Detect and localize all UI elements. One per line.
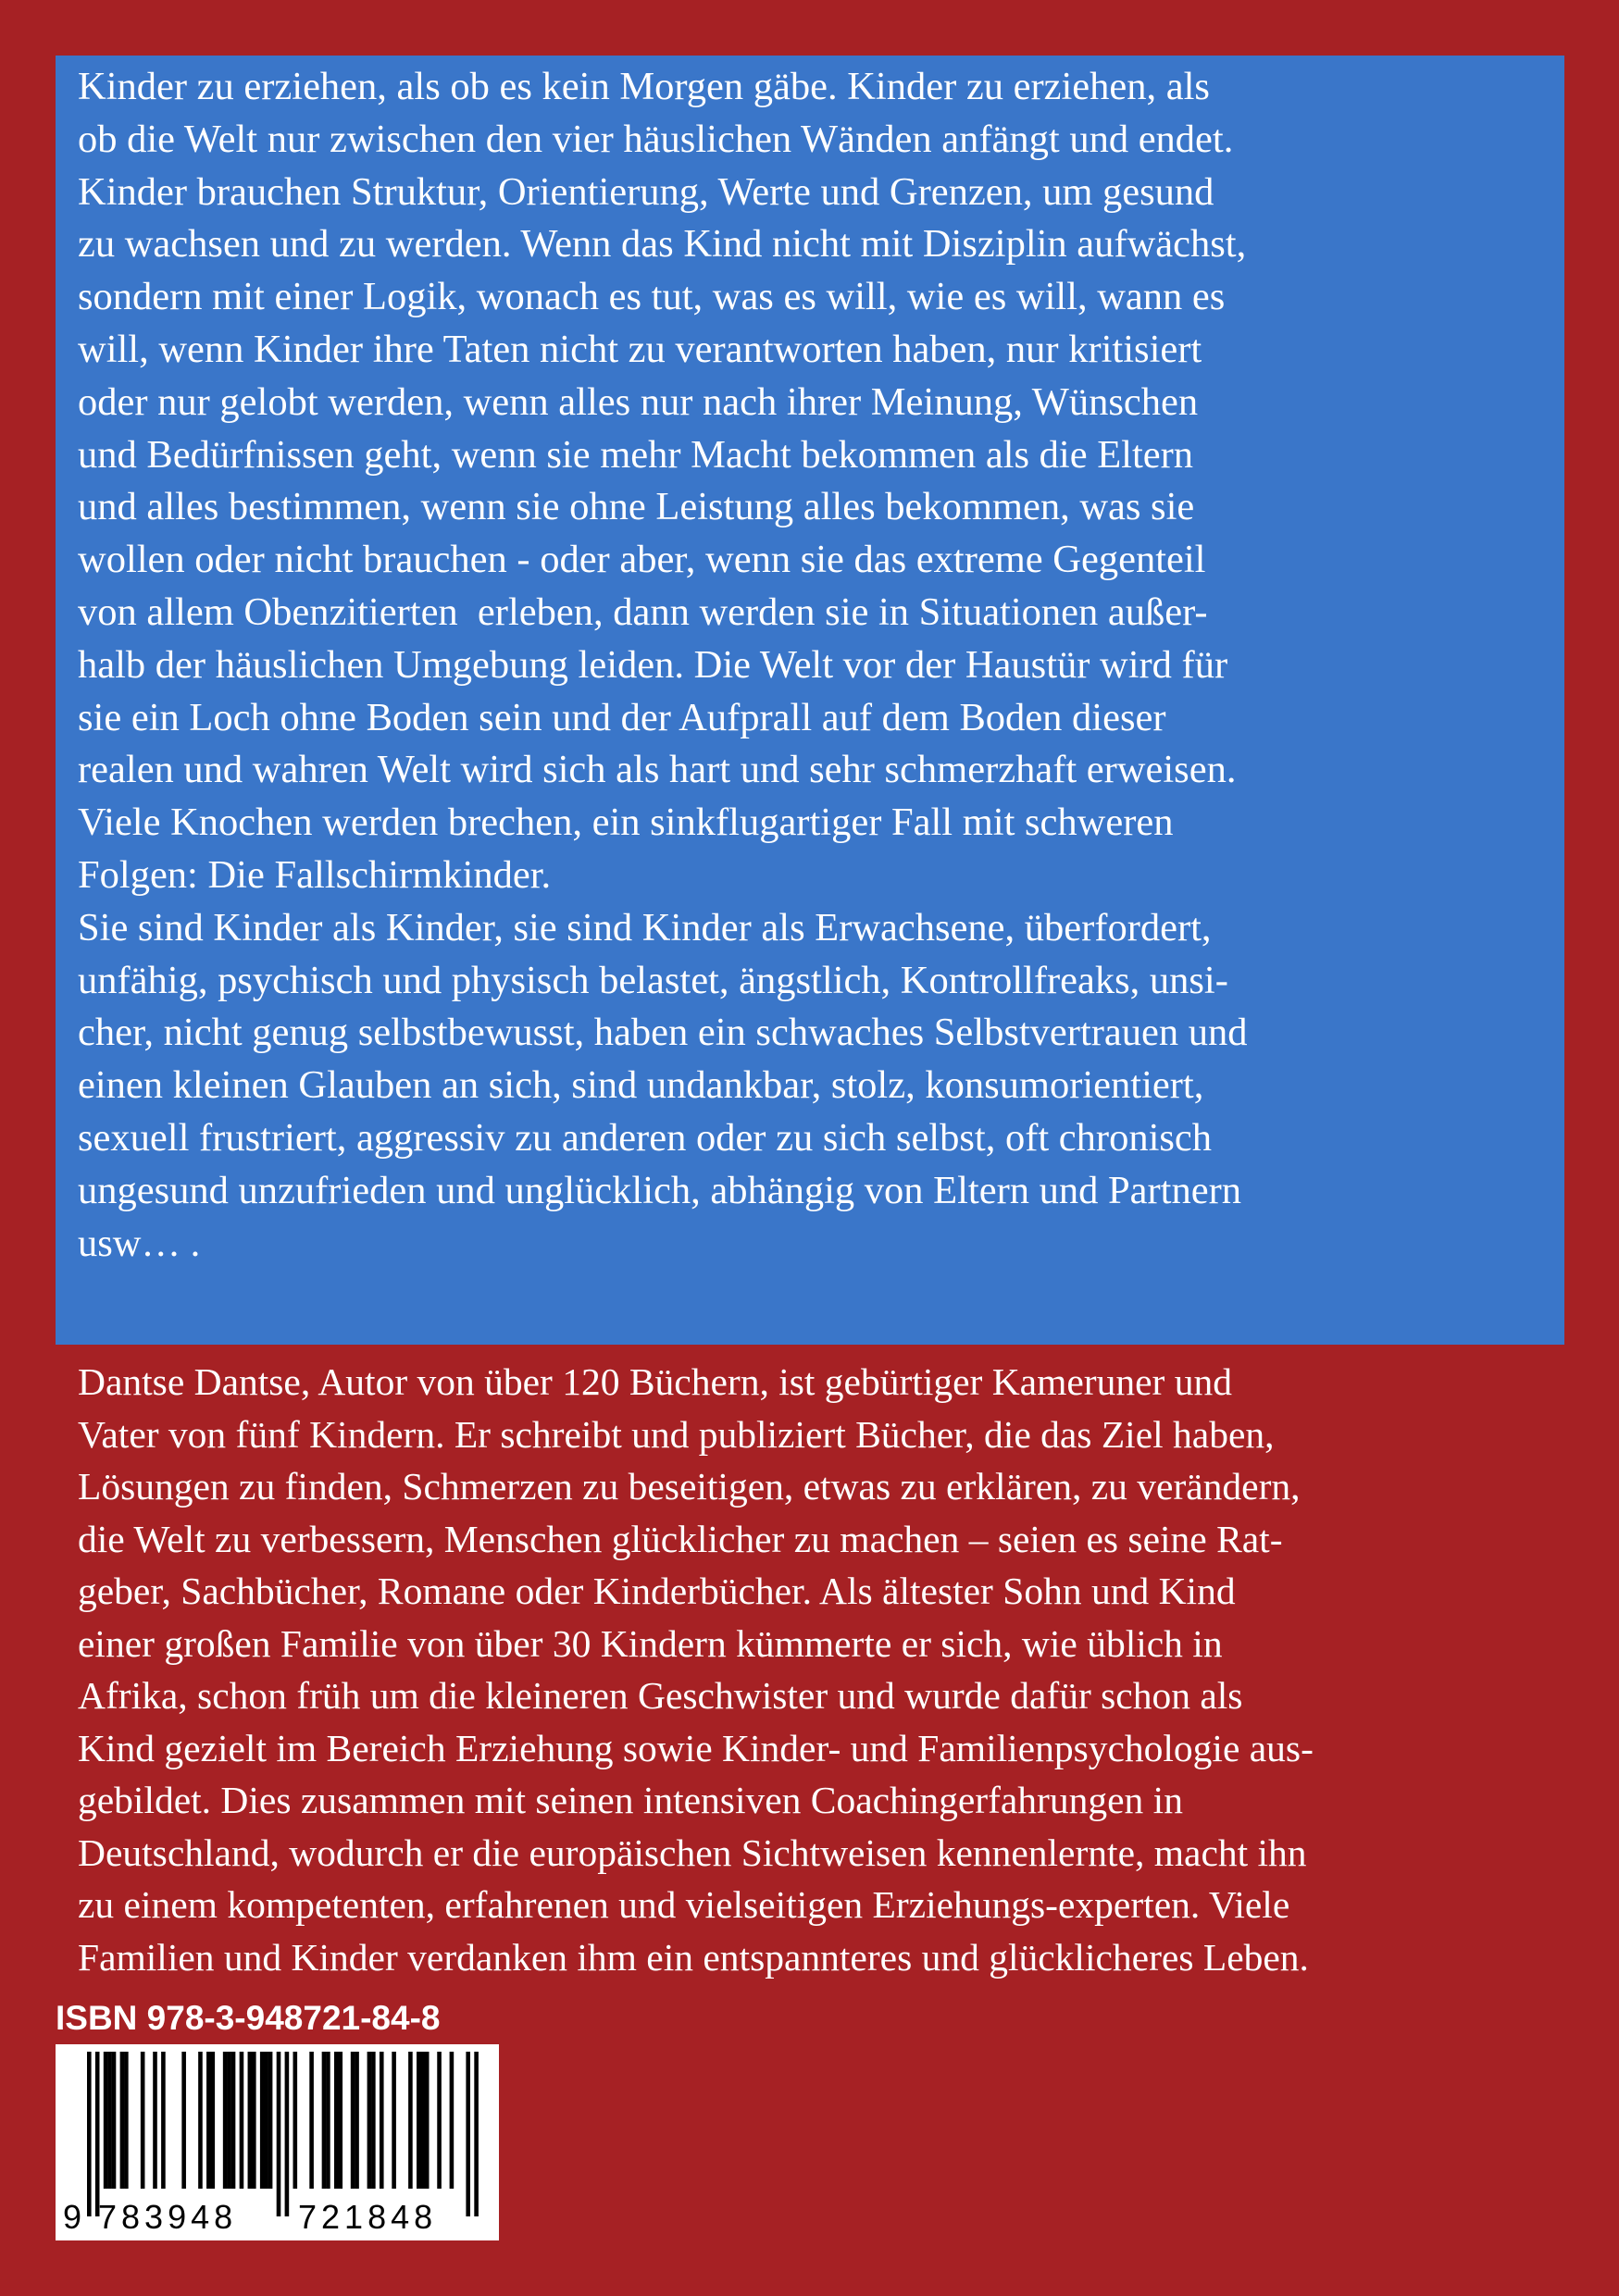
isbn-barcode [56,2044,499,2240]
barcode-bar [322,2052,327,2189]
barcode-bar [104,2052,108,2189]
barcode-bar [112,2052,117,2189]
blurb-line: Kinder zu erziehen, als ob es kein Morgen gäbe. Kinder zu erziehen, als [78,65,1210,108]
barcode-bar [107,2052,112,2189]
barcode-bar [334,2052,339,2189]
author-bio-line: Afrika, schon früh um die kleineren Geschwister und wurde dafür schon als [78,1674,1243,1717]
barcode-bar [450,2052,455,2189]
barcode-bar [371,2052,376,2189]
blurb-line: cher, nicht genug selbstbewusst, haben ein schwaches Selbstvertrauen und [78,1011,1248,1055]
barcode-digits [56,2194,499,2240]
barcode-right-digits: 721848 [298,2198,438,2236]
blurb-line: halb der häuslichen Umgebung leiden. Die Welt vor der Haustür wird für [78,642,1228,687]
blurb-line: usw… . [78,1221,201,1265]
barcode-bar [420,2052,425,2189]
author-bio-line: Lösungen zu finden, Schmerzen zu beseitigen, etwas zu erklären, zu verändern, [78,1465,1301,1508]
barcode-bar [211,2052,216,2189]
barcode-bar [355,2052,359,2189]
barcode-bar [206,2052,211,2189]
blurb-line: sondern mit einer Logik, wonach es tut, was es will, wie es will, wann es [78,275,1226,319]
barcode-bar [392,2052,396,2189]
blurb-line: einen kleinen Glauben an sich, sind undankbar, stolz, konsumorientiert, [78,1063,1204,1108]
author-bio-line: Vater von fünf Kindern. Er schreibt und publiziert Bücher, die das Ziel haben, [78,1412,1275,1456]
author-bio-line: geber, Sachbücher, Romane oder Kinderbücher. Als ältester Sohn und Kind [78,1570,1236,1612]
isbn-label: ISBN 978-3-948721-84-8 [56,1999,441,2037]
blurb-line: ungesund unzufrieden und unglücklich, abhängig von Eltern und Partnern [78,1168,1241,1212]
barcode-bar [338,2052,342,2189]
barcode-bar [120,2052,125,2189]
barcode-guard-bar [474,2052,479,2216]
barcode-guard-bar [95,2052,100,2216]
author-bio-line: Kind gezielt im Bereich Erziehung sowie Kinder- und Familienpsychologie aus- [78,1726,1314,1769]
barcode-bar [425,2052,430,2189]
barcode-bar [240,2052,244,2189]
barcode-bar [153,2052,157,2189]
barcode-bar [141,2052,145,2189]
blurb-line: oder nur gelobt werden, wenn alles nur nach ihrer Meinung, Wünschen [78,379,1199,424]
barcode-bar [437,2052,442,2189]
blurb-line: Kinder brauchen Struktur, Orientierung, Werte und Grenzen, um gesund [78,169,1214,214]
barcode-bar [198,2052,203,2189]
barcode-bar [124,2052,129,2189]
barcode-bar [227,2052,231,2189]
barcode-bar [380,2052,384,2189]
barcode-bar [367,2052,372,2189]
barcode-left-digits: 783948 [98,2198,238,2236]
blurb-line: Viele Knochen werden brechen, ein sinkflugartiger Fall mit schweren [78,800,1174,845]
barcode-bar [248,2052,253,2189]
blurb-line: unfähig, psychisch und physisch belastet, ängstlich, Kontrollfreaks, unsi- [78,958,1228,1002]
blurb-line: ob die Welt nur zwischen den vier häuslichen Wänden anfängt und endet. [78,117,1234,161]
barcode-bar [351,2052,355,2189]
barcode-bar [408,2052,413,2189]
barcode-bar [326,2052,330,2189]
author-bio-line: Deutschland, wodurch er die europäischen Sichtweisen kennenlernte, macht ihn [78,1831,1307,1874]
barcode-bar [252,2052,256,2189]
blurb-text [78,61,1542,1270]
blurb-line: wollen oder nicht brauchen - oder aber, wenn sie das extreme Gegenteil [78,538,1206,582]
blurb-line: von allem Obenzitierten erleben, dann werden sie in Situationen außer- [78,590,1208,634]
barcode-bar [309,2052,314,2189]
barcode-bar [417,2052,421,2189]
barcode-bar [293,2052,298,2189]
blurb-line: sexuell frustriert, aggressiv zu anderen oder zu sich selbst, oft chronisch [78,1115,1213,1160]
barcode-bar [260,2052,265,2189]
barcode-guard-bar [466,2052,470,2216]
author-bio-line: gebildet. Dies zusammen mit seinen intensiven Coachingerfahrungen in [78,1779,1183,1821]
blurb-line: Folgen: Die Fallschirmkinder. [78,852,552,897]
author-bio-line: Dantse Dantse, Autor von über 120 Büchern, ist gebürtiger Kameruner und [78,1360,1232,1403]
blurb-box [56,56,1564,1345]
author-bio-line: Familien und Kinder verdanken ihm ein entspannteres und glücklicheres Leben. [78,1935,1309,1979]
barcode-bar [264,2052,268,2189]
barcode-bar [223,2052,228,2189]
blurb-line: realen und wahren Welt wird sich als hart und sehr schmerzhaft erweisen. [78,748,1237,792]
blurb-line: sie ein Loch ohne Boden sein und der Aufprall auf dem Boden dieser [78,695,1166,739]
barcode-guard-bar [285,2052,290,2216]
barcode-guard-bar [277,2052,281,2216]
blurb-line: und Bedürfnissen geht, wenn sie mehr Macht bekommen als die Eltern [78,432,1194,477]
barcode-bar [181,2052,186,2189]
blurb-line: zu wachsen und zu werden. Wenn das Kind nicht mit Disziplin aufwächst, [78,222,1247,267]
barcode-guard-bar [87,2052,92,2216]
barcode-bar [268,2052,273,2189]
barcode-bar [161,2052,166,2189]
author-bio-line: zu einem kompetenten, erfahrenen und vielseitigen Erziehungs-experten. Viele [78,1883,1290,1926]
author-bio [78,1356,1577,1983]
author-bio-line: einer großen Familie von über 30 Kindern kümmerte er sich, wie üblich in [78,1621,1223,1665]
blurb-line: Sie sind Kinder als Kinder, sie sind Kinder als Erwachsene, überfordert, [78,905,1212,949]
blurb-line: und alles bestimmen, wenn sie ohne Leistung alles bekommen, was sie [78,485,1195,529]
barcode-first-digit: 9 [63,2198,82,2236]
author-bio-line: die Welt zu verbessern, Menschen glücklicher zu machen – seien es seine Rat- [78,1517,1283,1560]
blurb-line: will, wenn Kinder ihre Taten nicht zu verantworten haben, nur kritisiert [78,327,1202,371]
barcode-bar [231,2052,236,2189]
